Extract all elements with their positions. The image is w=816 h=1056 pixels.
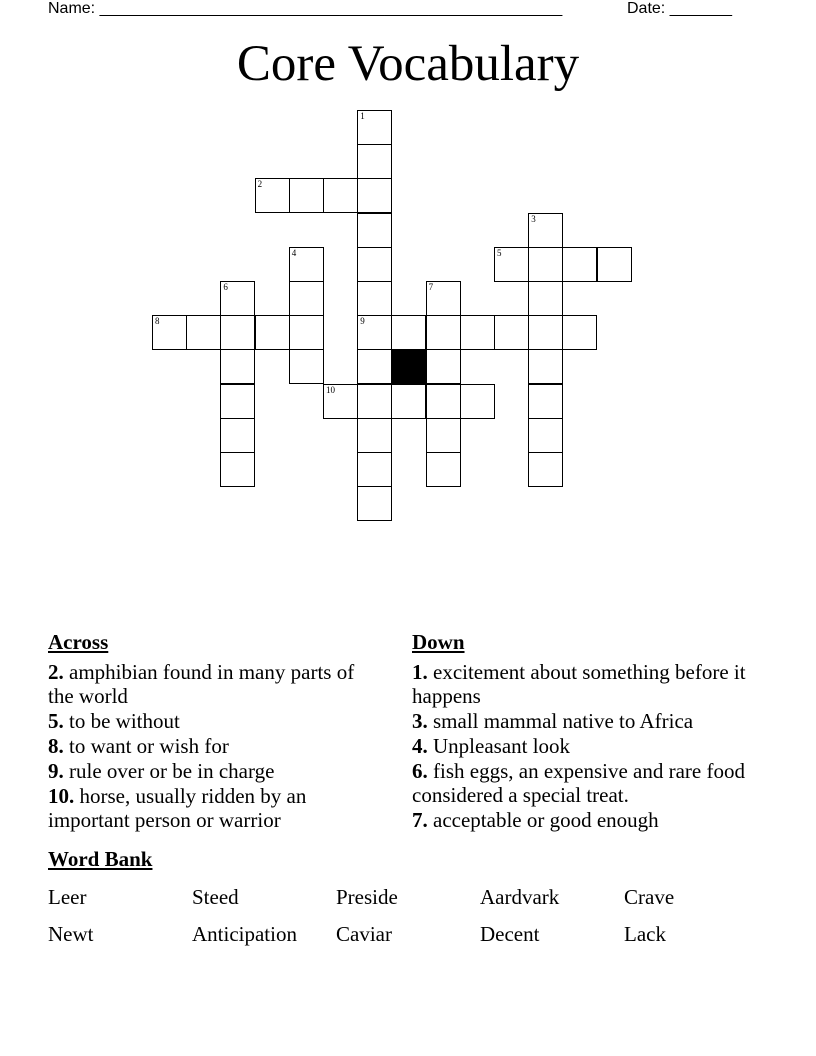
across-clue	[48, 709, 378, 733]
crossword-cell[interactable]	[357, 349, 392, 384]
crossword-cell[interactable]	[220, 452, 255, 487]
clue-number-label: 9	[360, 316, 365, 327]
crossword-cell[interactable]	[562, 315, 597, 350]
clue-number-label: 3	[531, 213, 536, 224]
clue-number: 3.	[412, 709, 428, 733]
clue-number-label: 7	[428, 282, 434, 292]
word-bank-heading: Word Bank	[48, 847, 153, 871]
crossword-cell[interactable]	[357, 144, 392, 179]
clue-text: fish eggs, an expensive and rare food considered a special treat.	[412, 759, 745, 807]
crossword-cell[interactable]	[357, 486, 392, 521]
clue-number: 2.	[48, 660, 64, 684]
crossword-cell[interactable]	[528, 384, 563, 419]
date-field-label: Date: _______	[627, 0, 732, 17]
clue-number: 9.	[48, 759, 64, 783]
word-bank-item: Aardvark	[480, 885, 560, 909]
crossword-cell[interactable]	[289, 281, 324, 316]
crossword-cell[interactable]	[357, 418, 392, 453]
crossword-cell[interactable]	[357, 281, 392, 316]
crossword-cell[interactable]	[289, 178, 324, 213]
crossword-cell[interactable]	[528, 418, 563, 453]
crossword-cell[interactable]	[220, 384, 255, 419]
crossword-cell[interactable]	[152, 315, 187, 350]
across-clue	[48, 734, 378, 758]
crossword-cell[interactable]	[255, 178, 290, 213]
down-clue	[412, 709, 762, 733]
crossword-cell[interactable]	[426, 452, 461, 487]
crossword-cell[interactable]	[426, 281, 461, 316]
across-clue	[48, 759, 378, 783]
clue-text: Unpleasant look	[433, 734, 571, 758]
crossword-cell[interactable]	[220, 349, 255, 384]
clue-number-label: 6	[223, 282, 228, 292]
down-clue	[412, 660, 762, 708]
crossword-cell[interactable]	[528, 213, 563, 248]
clue-number: 1.	[412, 660, 428, 684]
clue-number: 6.	[412, 759, 428, 783]
crossword-cell[interactable]	[528, 315, 563, 350]
crossword-cell[interactable]	[186, 315, 221, 350]
word-bank-item: Anticipation	[192, 922, 297, 946]
clue-number-label: 2	[257, 179, 263, 190]
crossword-cell[interactable]	[426, 315, 461, 350]
crossword-cell[interactable]	[289, 247, 324, 282]
down-clue	[412, 759, 762, 807]
crossword-cell[interactable]	[357, 110, 392, 145]
crossword-cell[interactable]	[528, 247, 563, 282]
crossword-cell[interactable]	[460, 384, 495, 419]
crossword-cell[interactable]	[220, 418, 255, 453]
word-bank-item: Newt	[48, 922, 94, 946]
crossword-cell[interactable]	[357, 178, 392, 213]
crossword-cell[interactable]	[460, 315, 495, 350]
crossword-cell[interactable]	[562, 247, 597, 282]
down-heading: Down	[412, 630, 465, 654]
crossword-cell[interactable]	[323, 178, 358, 213]
across-clue	[48, 784, 378, 832]
crossword-cell[interactable]	[323, 384, 358, 419]
clue-text: excitement about something before it happens	[412, 660, 746, 708]
crossword-cell[interactable]	[357, 452, 392, 487]
crossword-cell[interactable]	[255, 315, 290, 350]
across-clues	[48, 630, 378, 833]
clue-text: small mammal native to Africa	[433, 709, 694, 733]
crossword-cell[interactable]	[357, 384, 392, 419]
name-field-label: Name: ____________________________________________________	[48, 0, 563, 17]
word-bank-item: Lack	[624, 922, 666, 946]
crossword-black-cell	[391, 349, 426, 384]
clue-number-label: 4	[291, 247, 297, 258]
clue-text: amphibian found in many parts of the world	[48, 660, 355, 708]
word-bank-item: Crave	[624, 885, 675, 909]
down-clues	[412, 630, 762, 833]
down-clue	[412, 734, 762, 758]
word-bank-item: Preside	[336, 885, 398, 909]
clue-number-label: 8	[155, 316, 160, 327]
clue-text: to want or wish for	[69, 734, 229, 758]
crossword-cell[interactable]	[289, 349, 324, 384]
crossword-cell[interactable]	[289, 315, 324, 350]
crossword-cell[interactable]	[357, 247, 392, 282]
clue-text: rule over or be in charge	[69, 759, 275, 783]
clue-number: 10.	[48, 784, 75, 808]
crossword-cell[interactable]	[528, 349, 563, 384]
crossword-cell[interactable]	[528, 281, 563, 316]
clue-number: 4.	[412, 734, 428, 758]
crossword-cell[interactable]	[391, 315, 426, 350]
clue-number-label: 5	[497, 247, 502, 258]
crossword-cell[interactable]	[426, 418, 461, 453]
crossword-cell[interactable]	[597, 247, 632, 282]
word-bank-item: Leer	[48, 885, 87, 909]
clue-number: 5.	[48, 709, 64, 733]
crossword-cell[interactable]	[220, 315, 255, 350]
crossword-cell[interactable]	[494, 315, 529, 350]
crossword-cell[interactable]	[528, 452, 563, 487]
crossword-cell[interactable]	[426, 384, 461, 419]
crossword-cell[interactable]	[357, 315, 392, 350]
page-title: Core Vocabulary	[236, 36, 580, 92]
across-heading: Across	[48, 630, 109, 654]
clue-text: to be without	[69, 709, 180, 733]
clue-text: acceptable or good enough	[433, 808, 659, 832]
crossword-cell[interactable]	[494, 247, 529, 282]
crossword-cell[interactable]	[357, 213, 392, 248]
word-bank-item: Steed	[192, 885, 239, 909]
word-bank-item: Decent	[480, 922, 540, 946]
crossword-cell[interactable]	[391, 384, 426, 419]
crossword-cell[interactable]	[426, 349, 461, 384]
word-bank-item: Caviar	[336, 922, 392, 946]
clue-number: 7.	[412, 808, 428, 832]
crossword-cell[interactable]	[220, 281, 255, 316]
clue-number: 8.	[48, 734, 64, 758]
across-clue	[48, 660, 378, 708]
clue-text: horse, usually ridden by an important person or warrior	[48, 784, 307, 832]
down-clue	[412, 808, 762, 832]
clue-number-label: 10	[326, 384, 335, 395]
clue-number-label: 1	[360, 111, 365, 121]
